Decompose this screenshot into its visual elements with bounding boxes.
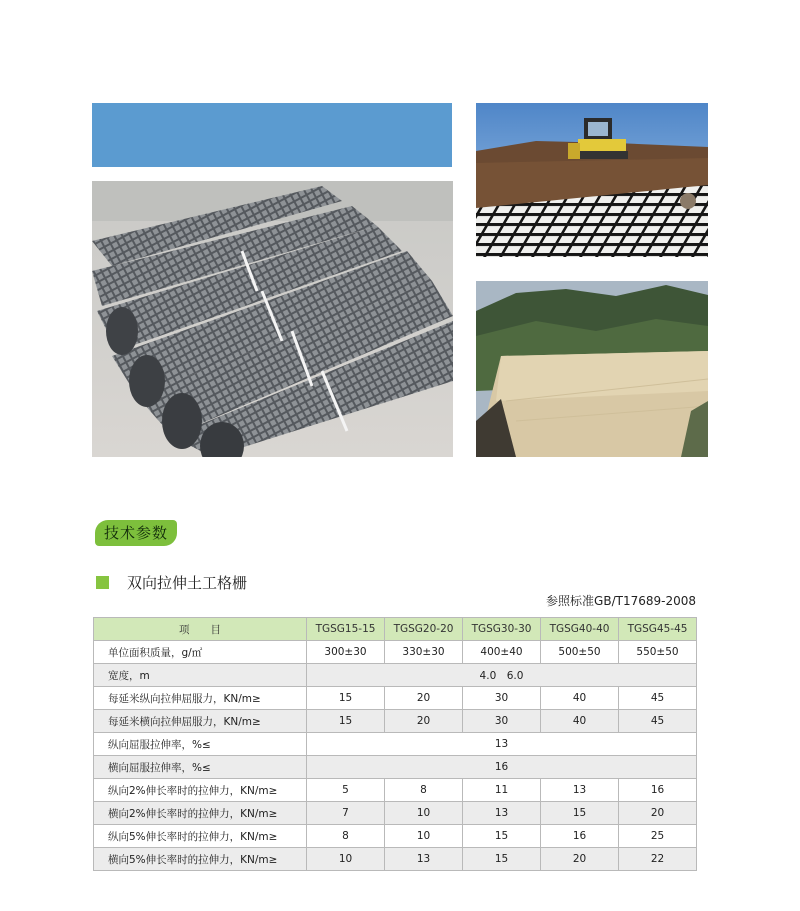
row-label: 横向5%伸长率时的拉伸力，KN/m≥ (94, 848, 307, 871)
cell-value: 10 (385, 802, 463, 825)
row-label: 宽度，m (94, 664, 307, 687)
bulldozer-site-photo (476, 103, 708, 257)
cell-merged-value: 4.0 6.0 (307, 664, 697, 687)
header-tgsg20-20: TGSG20-20 (385, 618, 463, 641)
cell-value: 20 (619, 802, 697, 825)
cell-value: 20 (385, 687, 463, 710)
cell-value: 13 (385, 848, 463, 871)
header-tgsg15-15: TGSG15-15 (307, 618, 385, 641)
header-item: 项 目 (94, 618, 307, 641)
table-header-row (94, 618, 697, 641)
row-label: 纵向5%伸长率时的拉伸力，KN/m≥ (94, 825, 307, 848)
cell-value: 8 (385, 779, 463, 802)
header-tgsg40-40: TGSG40-40 (541, 618, 619, 641)
cell-value: 40 (541, 687, 619, 710)
cell-value: 400±40 (463, 641, 541, 664)
header-tgsg30-30: TGSG30-30 (463, 618, 541, 641)
cell-value: 11 (463, 779, 541, 802)
spec-table (93, 617, 697, 871)
cell-value: 15 (307, 687, 385, 710)
cell-value: 500±50 (541, 641, 619, 664)
green-square-icon (96, 576, 109, 589)
cell-value: 10 (307, 848, 385, 871)
cell-value: 13 (541, 779, 619, 802)
cell-merged-value: 13 (307, 733, 697, 756)
product-title-text: 双向拉伸土工格栅 (127, 573, 248, 592)
cell-value: 20 (541, 848, 619, 871)
cell-value: 5 (307, 779, 385, 802)
cell-value: 45 (619, 687, 697, 710)
cell-value: 45 (619, 710, 697, 733)
cell-value: 7 (307, 802, 385, 825)
row-label: 纵向屈服拉伸率，%≤ (94, 733, 307, 756)
table-row (94, 779, 697, 802)
row-label: 横向屈服拉伸率，%≤ (94, 756, 307, 779)
row-label: 每延米横向拉伸屈服力，KN/m≥ (94, 710, 307, 733)
header-tgsg45-45: TGSG45-45 (619, 618, 697, 641)
row-label: 每延米纵向拉伸屈服力，KN/m≥ (94, 687, 307, 710)
table-row (94, 756, 697, 779)
cell-value: 30 (463, 710, 541, 733)
cell-value: 40 (541, 710, 619, 733)
cell-value: 8 (307, 825, 385, 848)
table-row (94, 848, 697, 871)
cell-value: 13 (463, 802, 541, 825)
cell-value: 30 (463, 687, 541, 710)
table-row (94, 664, 697, 687)
cell-merged-value: 16 (307, 756, 697, 779)
cell-value: 22 (619, 848, 697, 871)
cell-value: 10 (385, 825, 463, 848)
row-label: 单位面积质量，g/㎡ (94, 641, 307, 664)
row-label: 横向2%伸长率时的拉伸力，KN/m≥ (94, 802, 307, 825)
section-badge: 技术参数 (95, 520, 177, 546)
cell-value: 300±30 (307, 641, 385, 664)
product-title (96, 572, 247, 592)
table-row (94, 802, 697, 825)
row-label: 纵向2%伸长率时的拉伸力，KN/m≥ (94, 779, 307, 802)
geogrid-rolls-photo (92, 181, 453, 457)
blue-banner (92, 103, 452, 167)
cell-value: 15 (463, 848, 541, 871)
cell-value: 15 (307, 710, 385, 733)
cell-value: 16 (541, 825, 619, 848)
table-row (94, 733, 697, 756)
cell-value: 15 (463, 825, 541, 848)
cell-value: 550±50 (619, 641, 697, 664)
table-row (94, 641, 697, 664)
slope-mountain-photo (476, 281, 708, 457)
standard-reference: 参照标准GB/T17689-2008 (546, 594, 696, 608)
table-row (94, 710, 697, 733)
cell-value: 330±30 (385, 641, 463, 664)
cell-value: 16 (619, 779, 697, 802)
cell-value: 20 (385, 710, 463, 733)
table-row (94, 825, 697, 848)
cell-value: 25 (619, 825, 697, 848)
cell-value: 15 (541, 802, 619, 825)
table-row (94, 687, 697, 710)
